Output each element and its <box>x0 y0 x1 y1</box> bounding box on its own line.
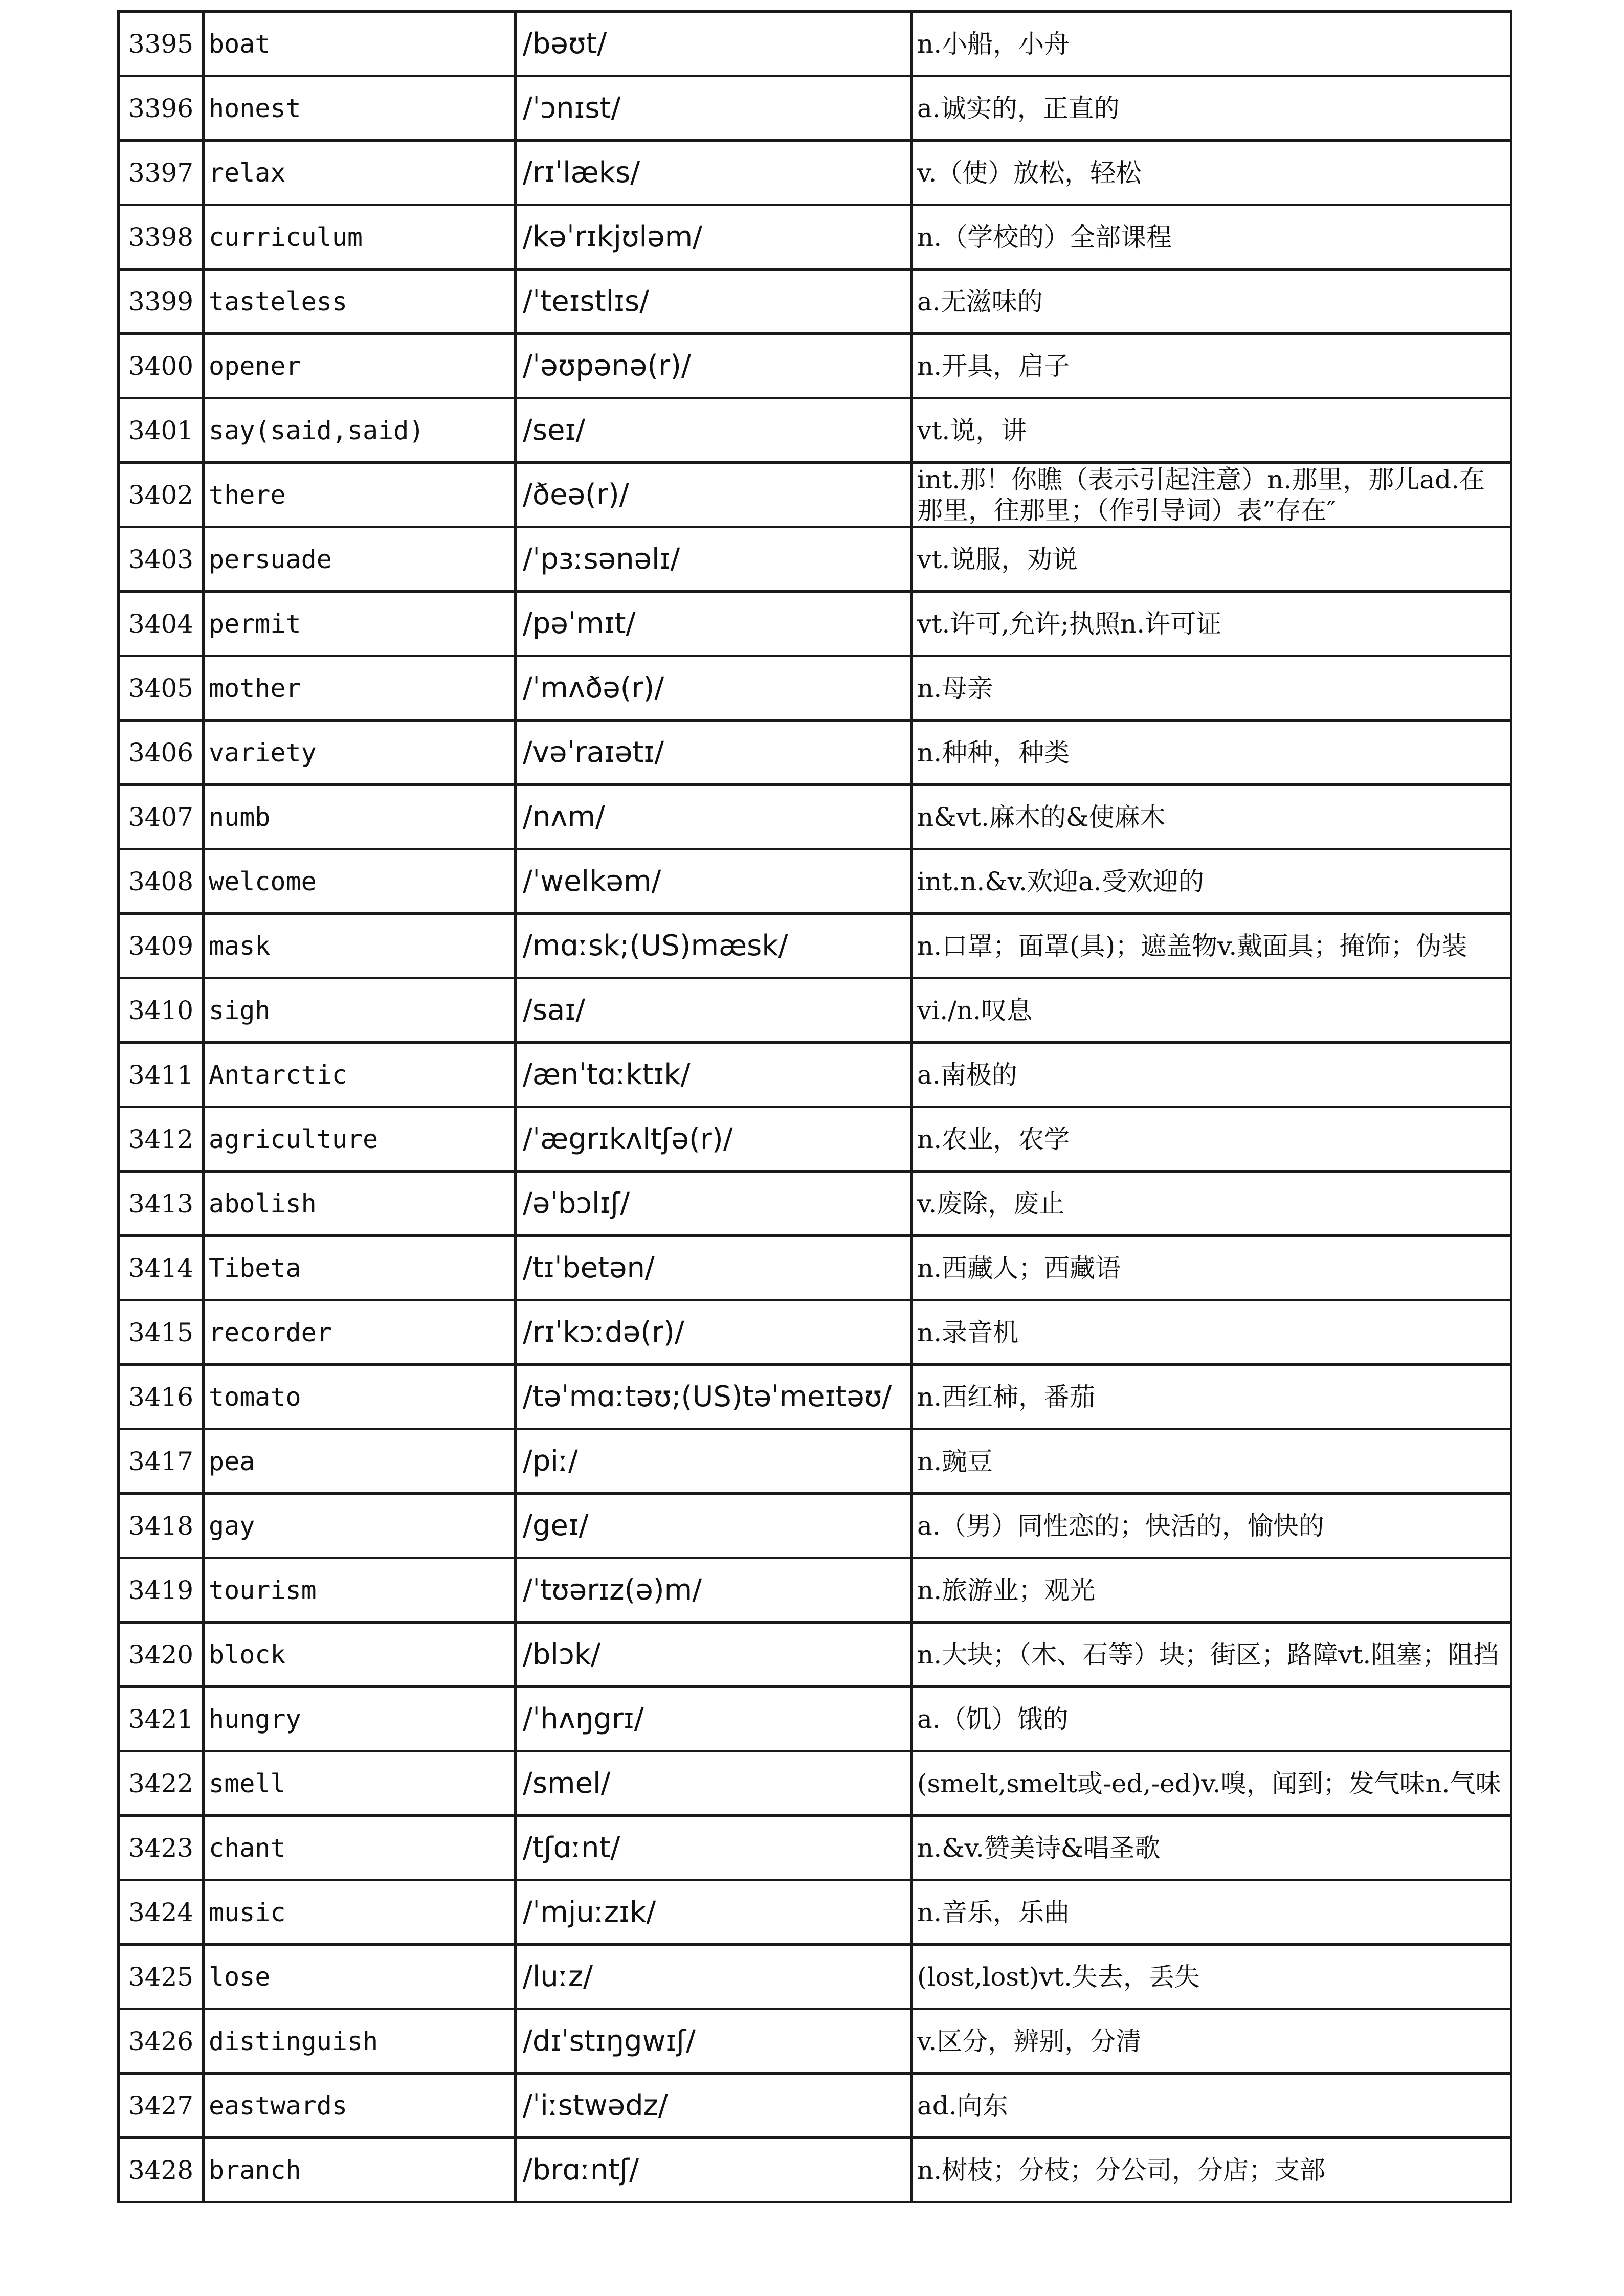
table-row <box>119 1623 1511 1687</box>
entry-number: 3404 <box>119 592 204 656</box>
entry-word: numb <box>204 785 516 849</box>
entry-pronunciation: /nʌm/ <box>516 785 912 849</box>
entry-word: music <box>204 1880 516 1945</box>
entry-word: recorder <box>204 1300 516 1365</box>
entry-word: agriculture <box>204 1107 516 1172</box>
entry-definition: int.那！你瞧（表示引起注意）n.那里，那儿ad.在那里，往那里；（作引导词）表”存在″ <box>912 463 1511 527</box>
entry-pronunciation: /saɪ/ <box>516 978 912 1043</box>
entry-pronunciation: /ˈteɪstlɪs/ <box>516 269 912 334</box>
table-row <box>119 1880 1511 1945</box>
entry-number: 3403 <box>119 527 204 592</box>
entry-pronunciation: /ˈiːstwədz/ <box>516 2074 912 2138</box>
entry-pronunciation: /ˈwelkəm/ <box>516 849 912 914</box>
entry-number: 3413 <box>119 1172 204 1236</box>
entry-word: gay <box>204 1494 516 1558</box>
entry-number: 3415 <box>119 1300 204 1365</box>
entry-pronunciation: /smel/ <box>516 1751 912 1816</box>
entry-number: 3398 <box>119 205 204 269</box>
entry-number: 3408 <box>119 849 204 914</box>
entry-word: curriculum <box>204 205 516 269</box>
entry-word: honest <box>204 76 516 141</box>
entry-definition: v.废除，废止 <box>912 1172 1511 1236</box>
entry-pronunciation: /ˈhʌŋgrɪ/ <box>516 1687 912 1751</box>
table-row <box>119 592 1511 656</box>
entry-pronunciation: /geɪ/ <box>516 1494 912 1558</box>
entry-definition: n.树枝；分枝；分公司，分店；支部 <box>912 2138 1511 2202</box>
table-row <box>119 2138 1511 2202</box>
entry-pronunciation: /brɑːntʃ/ <box>516 2138 912 2202</box>
entry-number: 3395 <box>119 12 204 76</box>
entry-number: 3409 <box>119 914 204 978</box>
entry-word: abolish <box>204 1172 516 1236</box>
entry-number: 3419 <box>119 1558 204 1623</box>
entry-word: Tibeta <box>204 1236 516 1300</box>
entry-definition: v.区分，辨别，分清 <box>912 2009 1511 2074</box>
entry-pronunciation: /bəʊt/ <box>516 12 912 76</box>
entry-definition: int.n.&v.欢迎a.受欢迎的 <box>912 849 1511 914</box>
entry-number: 3401 <box>119 398 204 463</box>
table-row <box>119 1494 1511 1558</box>
table-row <box>119 1107 1511 1172</box>
entry-number: 3418 <box>119 1494 204 1558</box>
entry-word: branch <box>204 2138 516 2202</box>
entry-definition: n.旅游业；观光 <box>912 1558 1511 1623</box>
table-row <box>119 656 1511 721</box>
entry-definition: n.（学校的）全部课程 <box>912 205 1511 269</box>
table-row <box>119 2074 1511 2138</box>
entry-definition: a.（男）同性恋的；快活的，愉快的 <box>912 1494 1511 1558</box>
entry-word: tomato <box>204 1365 516 1429</box>
entry-number: 3426 <box>119 2009 204 2074</box>
entry-pronunciation: /luːz/ <box>516 1945 912 2009</box>
entry-word: boat <box>204 12 516 76</box>
entry-pronunciation: /ˈmjuːzɪk/ <box>516 1880 912 1945</box>
entry-word: chant <box>204 1816 516 1880</box>
entry-number: 3425 <box>119 1945 204 2009</box>
entry-word: sigh <box>204 978 516 1043</box>
table-row <box>119 1751 1511 1816</box>
entry-number: 3417 <box>119 1429 204 1494</box>
entry-word: distinguish <box>204 2009 516 2074</box>
entry-word: permit <box>204 592 516 656</box>
entry-definition: n.西红柿，番茄 <box>912 1365 1511 1429</box>
table-row <box>119 785 1511 849</box>
entry-word: hungry <box>204 1687 516 1751</box>
entry-number: 3407 <box>119 785 204 849</box>
entry-definition: n.种种，种类 <box>912 721 1511 785</box>
entry-definition: a.诚实的，正直的 <box>912 76 1511 141</box>
entry-definition: n.母亲 <box>912 656 1511 721</box>
entry-definition: n.录音机 <box>912 1300 1511 1365</box>
entry-definition: a.（饥）饿的 <box>912 1687 1511 1751</box>
entry-pronunciation: /tɪˈbetən/ <box>516 1236 912 1300</box>
entry-definition: a.无滋味的 <box>912 269 1511 334</box>
table-row <box>119 1945 1511 2009</box>
entry-definition: n.&v.赞美诗&唱圣歌 <box>912 1816 1511 1880</box>
entry-word: eastwards <box>204 2074 516 2138</box>
entry-pronunciation: /seɪ/ <box>516 398 912 463</box>
table-row <box>119 527 1511 592</box>
table-row <box>119 1687 1511 1751</box>
entry-word: tourism <box>204 1558 516 1623</box>
table-row <box>119 1172 1511 1236</box>
entry-definition: n.农业，农学 <box>912 1107 1511 1172</box>
entry-definition: (lost,lost)vt.失去，丢失 <box>912 1945 1511 2009</box>
entry-pronunciation: /kəˈrɪkjʊləm/ <box>516 205 912 269</box>
entry-definition: ad.向东 <box>912 2074 1511 2138</box>
entry-word: pea <box>204 1429 516 1494</box>
entry-number: 3400 <box>119 334 204 398</box>
table-row <box>119 914 1511 978</box>
entry-word: smell <box>204 1751 516 1816</box>
entry-number: 3397 <box>119 141 204 205</box>
entry-pronunciation: /ˈmʌðə(r)/ <box>516 656 912 721</box>
entry-pronunciation: /mɑːsk;(US)mæsk/ <box>516 914 912 978</box>
entry-word: persuade <box>204 527 516 592</box>
entry-word: opener <box>204 334 516 398</box>
table-row <box>119 849 1511 914</box>
entry-pronunciation: /əˈbɔlɪʃ/ <box>516 1172 912 1236</box>
entry-pronunciation: /piː/ <box>516 1429 912 1494</box>
entry-definition: (smelt,smelt或-ed,-ed)v.嗅，闻到；发气味n.气味 <box>912 1751 1511 1816</box>
table-row <box>119 1429 1511 1494</box>
entry-number: 3423 <box>119 1816 204 1880</box>
entry-number: 3411 <box>119 1043 204 1107</box>
entry-word: welcome <box>204 849 516 914</box>
entry-number: 3412 <box>119 1107 204 1172</box>
table-row <box>119 721 1511 785</box>
entry-definition: n&vt.麻木的&使麻木 <box>912 785 1511 849</box>
entry-definition: n.豌豆 <box>912 1429 1511 1494</box>
table-row <box>119 398 1511 463</box>
table-row <box>119 2009 1511 2074</box>
entry-word: there <box>204 463 516 527</box>
entry-number: 3422 <box>119 1751 204 1816</box>
entry-number: 3410 <box>119 978 204 1043</box>
entry-definition: vt.许可,允许;执照n.许可证 <box>912 592 1511 656</box>
entry-definition: n.西藏人；西藏语 <box>912 1236 1511 1300</box>
entry-pronunciation: /dɪˈstɪŋgwɪʃ/ <box>516 2009 912 2074</box>
table-row <box>119 1816 1511 1880</box>
entry-definition: a.南极的 <box>912 1043 1511 1107</box>
entry-word: block <box>204 1623 516 1687</box>
entry-number: 3396 <box>119 76 204 141</box>
entry-pronunciation: /rɪˈlæks/ <box>516 141 912 205</box>
entry-definition: vi./n.叹息 <box>912 978 1511 1043</box>
entry-word: Antarctic <box>204 1043 516 1107</box>
entry-number: 3406 <box>119 721 204 785</box>
entry-definition: vt.说服，劝说 <box>912 527 1511 592</box>
table-row <box>119 1043 1511 1107</box>
entry-definition: n.开具，启子 <box>912 334 1511 398</box>
entry-number: 3402 <box>119 463 204 527</box>
table-row <box>119 269 1511 334</box>
entry-definition: n.大块；（木、石等）块；街区；路障vt.阻塞；阻挡 <box>912 1623 1511 1687</box>
entry-number: 3420 <box>119 1623 204 1687</box>
entry-number: 3399 <box>119 269 204 334</box>
table-row <box>119 463 1511 527</box>
entry-pronunciation: /pəˈmɪt/ <box>516 592 912 656</box>
entry-pronunciation: /ˈɔnɪst/ <box>516 76 912 141</box>
table-row <box>119 12 1511 76</box>
entry-definition: n.口罩；面罩(具)；遮盖物v.戴面具；掩饰；伪装 <box>912 914 1511 978</box>
entry-number: 3416 <box>119 1365 204 1429</box>
entry-pronunciation: /blɔk/ <box>516 1623 912 1687</box>
entry-word: mask <box>204 914 516 978</box>
table-row <box>119 141 1511 205</box>
entry-pronunciation: /ænˈtɑːktɪk/ <box>516 1043 912 1107</box>
entry-definition: vt.说，讲 <box>912 398 1511 463</box>
table-row <box>119 76 1511 141</box>
entry-number: 3428 <box>119 2138 204 2202</box>
entry-definition: v.（使）放松，轻松 <box>912 141 1511 205</box>
entry-number: 3424 <box>119 1880 204 1945</box>
table-row <box>119 1236 1511 1300</box>
vocabulary-table <box>117 10 1512 2203</box>
entry-pronunciation: /ðeə(r)/ <box>516 463 912 527</box>
entry-pronunciation: /vəˈraɪətɪ/ <box>516 721 912 785</box>
entry-pronunciation: /ˈægrɪkʌltʃə(r)/ <box>516 1107 912 1172</box>
vocabulary-table-body <box>119 12 1511 2202</box>
table-row <box>119 1558 1511 1623</box>
entry-word: tasteless <box>204 269 516 334</box>
entry-pronunciation: /təˈmɑːtəʊ;(US)təˈmeɪtəʊ/ <box>516 1365 912 1429</box>
table-row <box>119 978 1511 1043</box>
entry-definition: n.音乐，乐曲 <box>912 1880 1511 1945</box>
entry-word: relax <box>204 141 516 205</box>
entry-pronunciation: /rɪˈkɔːdə(r)/ <box>516 1300 912 1365</box>
entry-word: lose <box>204 1945 516 2009</box>
entry-word: variety <box>204 721 516 785</box>
entry-word: say(said,said) <box>204 398 516 463</box>
entry-word: mother <box>204 656 516 721</box>
entry-pronunciation: /tʃɑːnt/ <box>516 1816 912 1880</box>
table-row <box>119 1365 1511 1429</box>
table-row <box>119 1300 1511 1365</box>
entry-number: 3405 <box>119 656 204 721</box>
table-row <box>119 205 1511 269</box>
entry-definition: n.小船，小舟 <box>912 12 1511 76</box>
entry-pronunciation: /ˈpɜːsənəlɪ/ <box>516 527 912 592</box>
table-row <box>119 334 1511 398</box>
entry-number: 3427 <box>119 2074 204 2138</box>
entry-pronunciation: /ˈəʊpənə(r)/ <box>516 334 912 398</box>
entry-number: 3421 <box>119 1687 204 1751</box>
entry-pronunciation: /ˈtʊərɪz(ə)m/ <box>516 1558 912 1623</box>
entry-number: 3414 <box>119 1236 204 1300</box>
